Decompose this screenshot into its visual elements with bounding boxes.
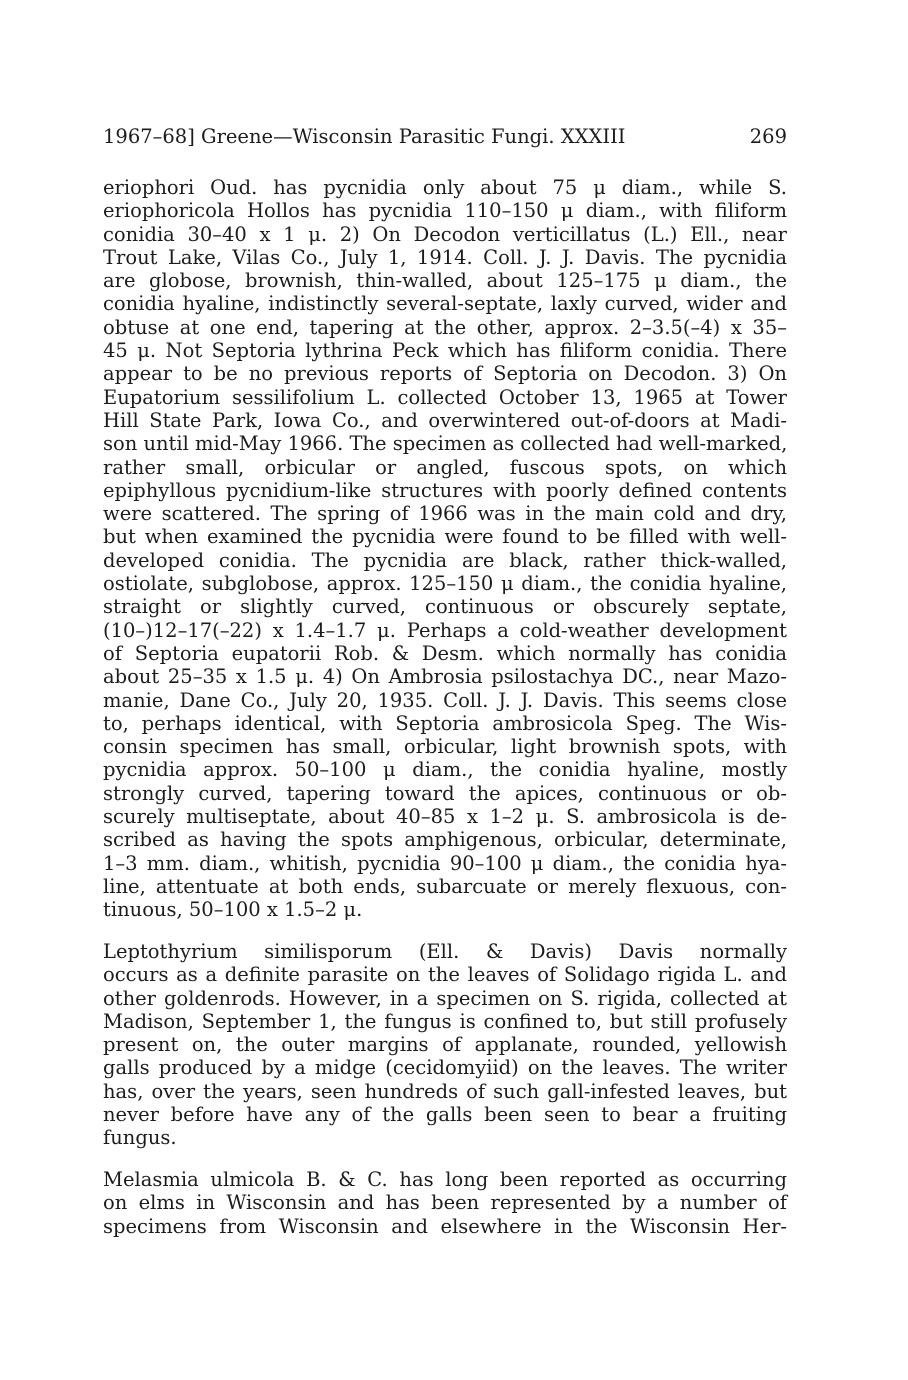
text-line: of Septoria eupatorii Rob. & Desm. which normally has conidia <box>103 641 787 665</box>
text-line: conidia hyaline, indistinctly several-septate, laxly curved, wider and <box>103 292 787 316</box>
text-line: specimens from Wisconsin and elsewhere in the Wisconsin Her- <box>103 1214 787 1238</box>
text-line: has, over the years, seen hundreds of such gall-infested leaves, but <box>103 1079 787 1103</box>
paragraph-melasmia <box>103 1168 787 1238</box>
text-line: occurs as a definite parasite on the leaves of Solidago rigida L. and <box>103 963 787 987</box>
text-line: eriophori Oud. has pycnidia only about 75 μ diam., while S. <box>103 176 787 199</box>
text-line: 45 μ. Not Septoria lythrina Peck which has filiform conidia. There <box>103 339 787 363</box>
text-line: manie, Dane Co., July 20, 1935. Coll. J. J. Davis. This seems close <box>103 688 787 712</box>
text-line: conidia 30–40 x 1 μ. 2) On Decodon verticillatus (L.) Ell., near <box>103 222 787 246</box>
text-line: Melasmia ulmicola B. & C. has long been reported as occurring <box>103 1168 787 1191</box>
text-line: Leptothyrium similisporum (Ell. & Davis) Davis normally <box>103 940 787 963</box>
text-line: present on, the outer margins of applanate, rounded, yellowish <box>103 1033 787 1057</box>
header-title: 1967–68] Greene—Wisconsin Parasitic Fungi. XXXIII <box>103 125 626 148</box>
text-line: are globose, brownish, thin-walled, about 125–175 μ diam., the <box>103 269 787 293</box>
text-line: scribed as having the spots amphigenous, orbicular, determinate, <box>103 828 787 852</box>
text-line: Eupatorium sessilifolium L. collected October 13, 1965 at Tower <box>103 385 787 409</box>
text-line: pycnidia approx. 50–100 μ diam., the conidia hyaline, mostly <box>103 758 787 782</box>
text-line: strongly curved, tapering toward the apices, continuous or ob- <box>103 781 787 805</box>
text-line: other goldenrods. However, in a specimen on S. rigida, collected at <box>103 986 787 1010</box>
text-line: Trout Lake, Vilas Co., July 1, 1914. Coll. J. J. Davis. The pycnidia <box>103 245 787 269</box>
text-line: consin specimen has small, orbicular, light brownish spots, with <box>103 735 787 759</box>
text-line: galls produced by a midge (cecidomyiid) on the leaves. The writer <box>103 1056 787 1080</box>
page-number: 269 <box>749 125 787 148</box>
text-line: developed conidia. The pycnidia are black, rather thick-walled, <box>103 548 787 572</box>
text-line: tinuous, 50–100 x 1.5–2 μ. <box>103 898 363 922</box>
text-line: on elms in Wisconsin and has been represented by a number of <box>103 1191 787 1215</box>
paragraph-body <box>103 176 787 922</box>
text-line: scurely multiseptate, about 40–85 x 1–2 μ. S. ambrosicola is de- <box>103 805 787 829</box>
text-line: obtuse at one end, tapering at the other, approx. 2–3.5(–4) x 35– <box>103 315 787 339</box>
text-line: line, attentuate at both ends, subarcuate or merely flexuous, con- <box>103 874 787 898</box>
text-line: son until mid-May 1966. The specimen as collected had well-marked, <box>103 432 788 456</box>
text-line: (10–)12–17(–22) x 1.4–1.7 μ. Perhaps a cold-weather development <box>103 618 787 642</box>
text-line: straight or slightly curved, continuous or obscurely septate, <box>103 595 787 619</box>
text-line: about 25–35 x 1.5 μ. 4) On Ambrosia psilostachya DC., near Mazo- <box>103 665 787 689</box>
text-line: epiphyllous pycnidium-like structures with poorly defined contents <box>103 478 787 502</box>
text-line: Hill State Park, Iowa Co., and overwintered out-of-doors at Madi- <box>103 408 787 432</box>
text-line: never before have any of the galls been seen to bear a fruiting <box>103 1103 787 1127</box>
text-line: Madison, September 1, the fungus is confined to, but still profusely <box>103 1009 787 1033</box>
text-line: appear to be no previous reports of Septoria on Decodon. 3) On <box>103 362 787 386</box>
text-line: ostiolate, subglobose, approx. 125–150 μ diam., the conidia hyaline, <box>103 572 787 596</box>
text-line: but when examined the pycnidia were found to be filled with well- <box>103 525 787 549</box>
paragraph-body <box>103 1168 787 1238</box>
text-line: rather small, orbicular or angled, fuscous spots, on which <box>103 455 787 479</box>
text-line: to, perhaps identical, with Septoria ambrosicola Speg. The Wis- <box>103 711 787 735</box>
text-line: eriophoricola Hollos has pycnidia 110–150 μ diam., with filiform <box>103 199 787 223</box>
paragraph-leptothyrium <box>103 940 787 1150</box>
text-line: fungus. <box>103 1126 177 1150</box>
text-line: 1–3 mm. diam., whitish, pycnidia 90–100 μ diam., the conidia hya- <box>103 851 787 875</box>
text-line: were scattered. The spring of 1966 was in the main cold and dry, <box>103 502 787 526</box>
paragraph-septoria <box>103 176 787 922</box>
paragraph-body <box>103 940 787 1150</box>
